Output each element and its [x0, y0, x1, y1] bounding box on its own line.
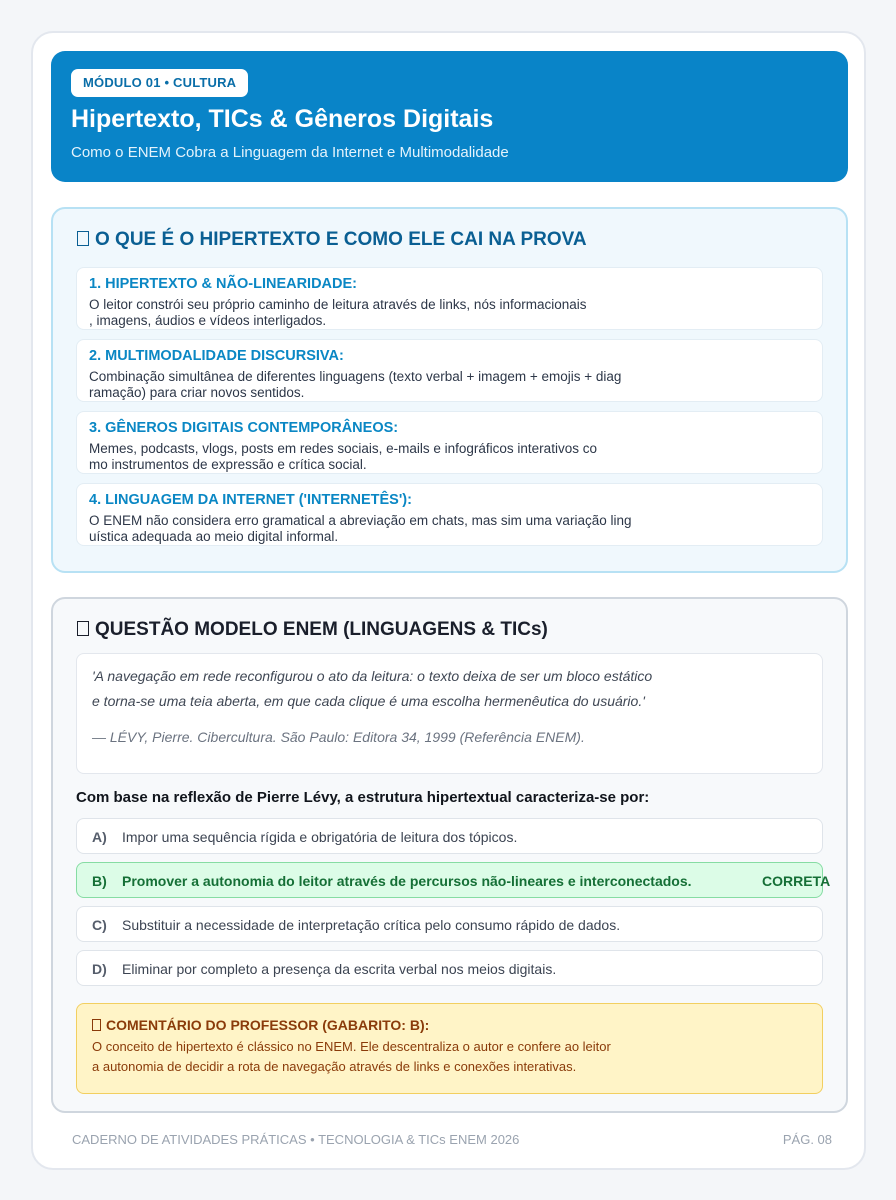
- option-text: Promover a autonomia do leitor através de percursos não-lineares e interconectados.: [122, 873, 692, 889]
- concept-item-title: 1. HIPERTEXTO & NÃO-LINEARIDADE:: [89, 276, 358, 292]
- footer-caption: CADERNO DE ATIVIDADES PRÁTICAS • TECNOLOGIA & TICs ENEM 2026: [72, 1132, 520, 1147]
- page-subtitle: Como o ENEM Cobra a Linguagem da Internet e Multimodalidade: [71, 144, 509, 161]
- concept-item-text: O leitor constrói seu próprio caminho de leitura através de links, nós informacionais: [89, 297, 587, 312]
- concept-item: [76, 339, 823, 402]
- teacher-comment-title-text: COMENTÁRIO DO PROFESSOR (GABARITO: B):: [106, 1017, 430, 1033]
- option-letter: C): [92, 917, 107, 933]
- option-a[interactable]: [76, 818, 823, 854]
- option-letter: A): [92, 829, 107, 845]
- concept-item-text: Memes, podcasts, vlogs, posts em redes sociais, e-mails e infográficos interativos co: [89, 441, 597, 456]
- quote-text: 'A navegação em rede reconfigurou o ato da leitura: o texto deixa de ser um bloco estático: [92, 668, 653, 684]
- option-d[interactable]: [76, 950, 823, 986]
- concepts-section: [51, 207, 848, 573]
- question-heading-text: QUESTÃO MODELO ENEM (LINGUAGENS & TICs): [95, 619, 548, 640]
- quote-box: [76, 653, 823, 774]
- question-heading: [77, 619, 548, 641]
- concept-item: [76, 411, 823, 474]
- concept-item-title: 2. MULTIMODALIDADE DISCURSIVA:: [89, 348, 344, 364]
- lightbulb-icon: [92, 1019, 101, 1031]
- quote-text: e torna-se uma teia aberta, em que cada clique é uma escolha hermenêutica do usuário.': [92, 693, 645, 709]
- question-section: [51, 597, 848, 1113]
- module-badge: MÓDULO 01 • CULTURA: [71, 69, 248, 97]
- concepts-heading-text: O QUE É O HIPERTEXTO E COMO ELE CAI NA PROVA: [95, 229, 587, 250]
- option-text: Substituir a necessidade de interpretação crítica pelo consumo rápido de dados.: [122, 917, 621, 933]
- question-stem: Com base na reflexão de Pierre Lévy, a estrutura hipertextual caracteriza-se por:: [76, 789, 650, 806]
- concept-item-title: 3. GÊNEROS DIGITAIS CONTEMPORÂNEOS:: [89, 420, 399, 436]
- concept-item-text: mo instrumentos de expressão e crítica social.: [89, 457, 367, 472]
- page-title: Hipertexto, TICs & Gêneros Digitais: [71, 105, 494, 133]
- option-text: Eliminar por completo a presença da escrita verbal nos meios digitais.: [122, 961, 557, 977]
- page-sheet: [31, 31, 866, 1170]
- concepts-heading: [77, 229, 587, 251]
- concept-item: [76, 483, 823, 546]
- quote-source: — LÉVY, Pierre. Cibercultura. São Paulo: Editora 34, 1999 (Referência ENEM).: [92, 729, 585, 745]
- teacher-comment-text: a autonomia de decidir a rota de navegação através de links e conexões interativas.: [92, 1059, 577, 1074]
- concept-item-text: ramação) para criar novos sentidos.: [89, 385, 305, 400]
- module-header: [51, 51, 848, 182]
- option-letter: D): [92, 961, 107, 977]
- concept-item-text: , imagens, áudios e vídeos interligados.: [89, 313, 327, 328]
- teacher-comment: [76, 1003, 823, 1094]
- teacher-comment-title: [92, 1017, 429, 1033]
- option-b[interactable]: [76, 862, 831, 898]
- teacher-comment-text: O conceito de hipertexto é clássico no ENEM. Ele descentraliza o autor e confere ao leitor: [92, 1039, 611, 1054]
- concept-item-title: 4. LINGUAGEM DA INTERNET ('INTERNETÊS'):: [89, 492, 412, 508]
- concept-item-text: Combinação simultânea de diferentes linguagens (texto verbal + imagem + emojis + diag: [89, 369, 622, 384]
- option-text: Impor uma sequência rígida e obrigatória de leitura dos tópicos.: [122, 829, 518, 845]
- book-icon: [77, 231, 89, 246]
- option-letter: B): [92, 873, 107, 889]
- concept-item-text: uística adequada ao meio digital informal.: [89, 529, 339, 544]
- clipboard-icon: [77, 621, 89, 636]
- page-number: PÁG. 08: [782, 1132, 832, 1147]
- concept-item-text: O ENEM não considera erro gramatical a abreviação em chats, mas sim uma variação ling: [89, 513, 632, 528]
- correct-answer-tag: CORRETA: [762, 873, 831, 889]
- option-c[interactable]: [76, 906, 823, 942]
- concept-item: [76, 267, 823, 330]
